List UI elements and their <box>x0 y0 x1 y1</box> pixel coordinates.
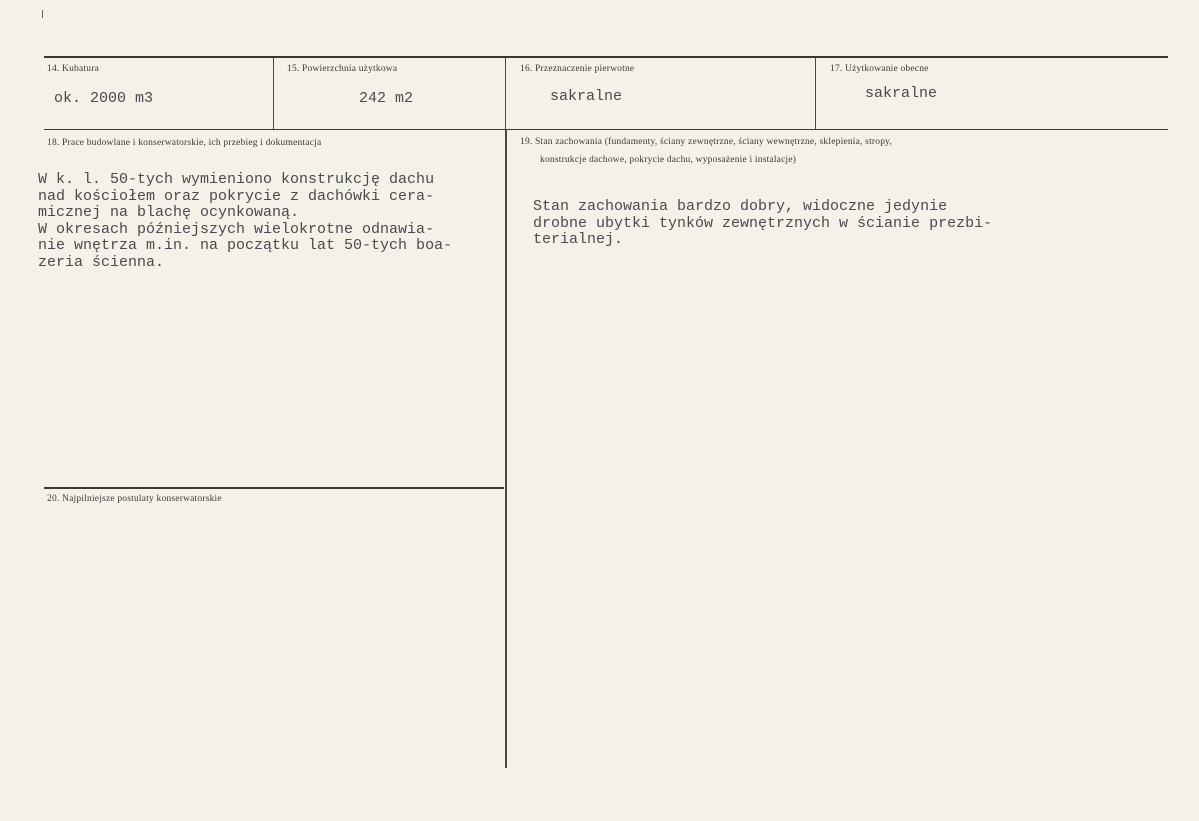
stan-line: Stan zachowania bardzo dobry, widoczne jedynie <box>533 198 948 215</box>
prace-line: W k. l. 50-tych wymieniono konstrukcję dachu <box>38 171 435 188</box>
prace-line: nie wnętrza m.in. na początku lat 50-tych boa- <box>38 237 453 254</box>
stan-zachowania-label-2: konstrukcje dachowe, pokrycie dachu, wyposażenie i instalacje) <box>540 155 797 165</box>
prace-budowlane-text <box>38 172 452 271</box>
divider-15-16 <box>505 58 506 129</box>
przeznaczenie-label: 16. Przeznaczenie pierwotne <box>520 64 635 74</box>
stan-line: terialnej. <box>533 231 624 248</box>
stan-line: drobne ubytki tynków zewnętrznych w ścianie prezbi- <box>533 214 993 232</box>
stan-zachowania-label-1: 19. Stan zachowania (fundamenty, ściany zewnętrzne, ściany wewnętrzne, sklepienia, stropy, <box>520 137 893 147</box>
powierzchnia-label: 15. Powierzchnia użytkowa <box>287 64 398 74</box>
prace-line: zeria ścienna. <box>38 253 165 271</box>
section18-bottom-rule <box>44 487 504 489</box>
kubatura-value: ok. 2000 m3 <box>54 90 154 107</box>
divider-16-17 <box>815 58 816 129</box>
prace-line: W okresach późniejszych wielokrotne odnawia- <box>38 220 435 238</box>
divider-14-15 <box>273 58 274 129</box>
prace-line: micznej na blachę ocynkowaną. <box>38 204 300 221</box>
postulaty-label: 20. Najpilniejsze postulaty konserwatorskie <box>47 494 222 504</box>
corner-tick <box>42 10 43 18</box>
divider-main-columns <box>505 130 507 768</box>
prace-line: nad kościołem oraz pokrycie z dachówki cera- <box>38 187 435 205</box>
top-rule <box>44 56 1168 58</box>
uzytkowanie-label: 17. Użytkowanie obecne <box>830 64 929 74</box>
row1-bottom-rule <box>44 129 1168 130</box>
kubatura-label: 14. Kubatura <box>47 64 99 74</box>
uzytkowanie-value: sakralne <box>865 85 938 102</box>
powierzchnia-value: 242 m2 <box>359 90 414 107</box>
stan-zachowania-text <box>533 199 992 249</box>
przeznaczenie-value: sakralne <box>550 88 623 105</box>
prace-budowlane-label: 18. Prace budowlane i konserwatorskie, ich przebieg i dokumentacja <box>47 138 322 148</box>
